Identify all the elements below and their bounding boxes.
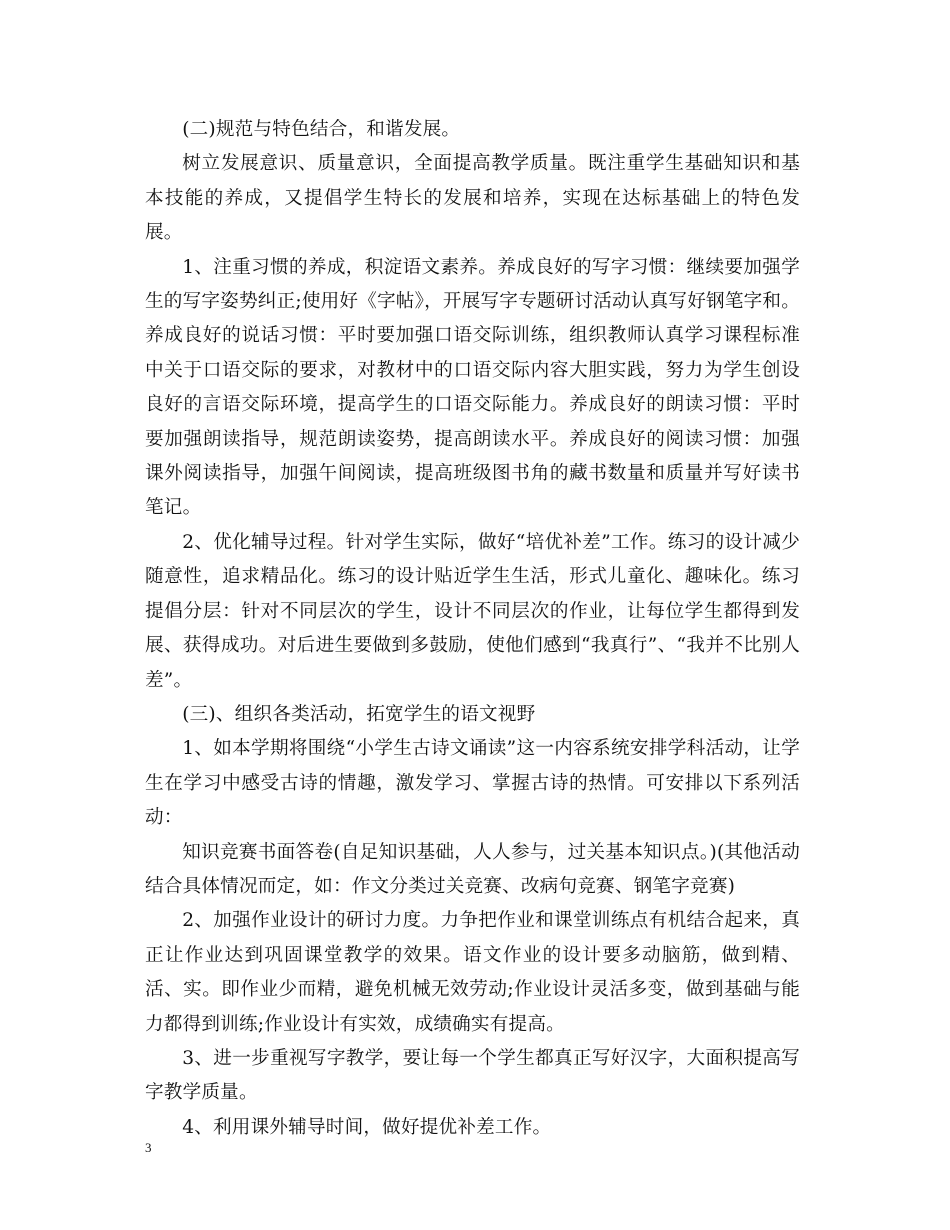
body-paragraph: 2、加强作业设计的研讨力度。力争把作业和课堂训练点有机结合起来，真正让作业达到巩固课堂教学的效果。语文作业的设计要多动脑筋，做到精、活、实。即作业少而精，避免机械无效劳动;作业设计灵活多变，做到基础与能力都得到训练;作业设计有实效，成绩确实有提高。 [145, 910, 800, 1035]
body-paragraph: 3、进一步重视写字教学，要让每一个学生都真正写好汉字，大面积提高写字教学质量。 [145, 1047, 800, 1104]
page-number: 3 [145, 1140, 152, 1155]
body-paragraph: 树立发展意识、质量意识，全面提高教学质量。既注重学生基础知识和基本技能的养成，又提倡学生特长的发展和培养，实现在达标基础上的特色发展。 [145, 153, 800, 244]
document-body [145, 113, 800, 1145]
body-paragraph: 1、如本学期将围绕“小学生古诗文诵读”这一内容系统安排学科活动，让学生在学习中感受古诗的情趣，激发学习、掌握古诗的热情。可安排以下系列活动： [145, 738, 800, 829]
body-paragraph: 知识竞赛书面答卷(自足知识基础，人人参与，过关基本知识点。)(其他活动结合具体情况而定，如：作文分类过关竞赛、改病句竞赛、钢笔字竞赛) [145, 841, 800, 897]
body-paragraph: 2、优化辅导过程。针对学生实际，做好“培优补差”工作。练习的设计减少随意性，追求精品化。练习的设计贴近学生生活，形式儿童化、趣味化。练习提倡分层：针对不同层次的学生，设计不同层次的作业，让每位学生都得到发展、获得成功。对后进生要做到多鼓励，使他们感到“我真行”、“我并不比别人差”。 [145, 531, 800, 691]
body-paragraph: 1、注重习惯的养成，积淀语文素养。养成良好的写字习惯：继续要加强学生的写字姿势纠正;使用好《字帖》，开展写字专题研讨活动认真写好钢笔字和。养成良好的说话习惯：平时要加强口语交际训练，组织教师认真学习课程标准中关于口语交际的要求，对教材中的口语交际内容大胆实践，努力为学生创设良好的言语交际环境，提高学生的口语交际能力。养成良好的朗读习惯：平时要加强朗读指导，规范朗读姿势，提高朗读水平。养成良好的阅读习惯：加强课外阅读指导，加强午间阅读，提高班级图书角的藏书数量和质量并写好读书笔记。 [145, 256, 800, 519]
section-heading-2: (二)规范与特色结合，和谐发展。 [182, 119, 461, 140]
section-heading-3: (三)、组织各类活动，拓宽学生的语文视野 [182, 703, 536, 725]
body-paragraph: 4、利用课外辅导时间，做好提优补差工作。 [182, 1116, 552, 1138]
